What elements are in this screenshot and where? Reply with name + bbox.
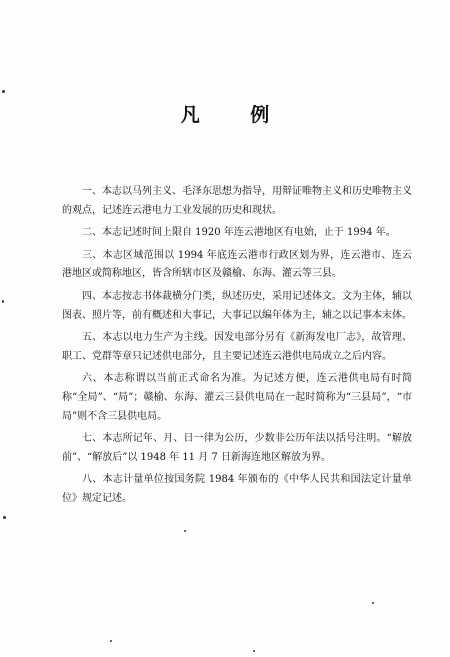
paragraph-5: 五、本志以电力生产为主线。因发电部分另有《新海发电厂志》，故管理、职工、党群等章只记述供电部分，且主要记述连云港供电局成立之后内容。: [62, 332, 412, 362]
scan-speck: [184, 530, 186, 532]
paragraph-6: 六、本志称谓以当前正式命名为准。为记述方便，连云港供电局有时简称“全局”、“局”；赣榆、东海、灌云三县供电局在一起时简称为“三县局”，“市局”则不含三县供电局。: [62, 373, 412, 422]
paragraph-3: 三、本志区域范围以 1994 年底连云港市行政区划为界，连云港市、连云港地区或简称地区，皆含所辖市区及赣榆、东海、灌云等三县。: [62, 249, 412, 280]
document-body: [62, 183, 412, 513]
paragraph-2: 二、本志记述时间上限自 1920 年连云港地区有电始，止于 1994 年。: [82, 227, 396, 239]
scan-speck: [253, 650, 255, 652]
paragraph-8: 八、本志计量单位按国务院 1984 年颁布的《中华人民共和国法定计量单位》规定记述。: [62, 474, 412, 504]
paragraph-7: 七、本志所记年、月、日一律为公历，少数非公历年法以括号注明。“解放前”、“解放后”以 1948 年 11 月 7 日新海连地区解放为界。: [62, 433, 412, 463]
scan-speck: [3, 516, 6, 519]
scan-speck: [372, 602, 374, 604]
scan-speck: [2, 90, 5, 93]
paragraph-4: 四、本志按志书体裁横分门类，纵述历史，采用记述体文。文为主体，辅以图表、照片等，前有概述和大事记，大事记以编年体为主，辅之以记事本末体。: [62, 290, 412, 321]
page-title: 凡 例: [180, 104, 292, 126]
paragraph-1: 一、本志以马列主义、毛泽东思想为指导，用辩证唯物主义和历史唯物主义的观点，记述连云港电力工业发展的历史和现状。: [62, 186, 412, 216]
scan-speck: [2, 300, 4, 303]
scan-speck: [110, 640, 112, 642]
